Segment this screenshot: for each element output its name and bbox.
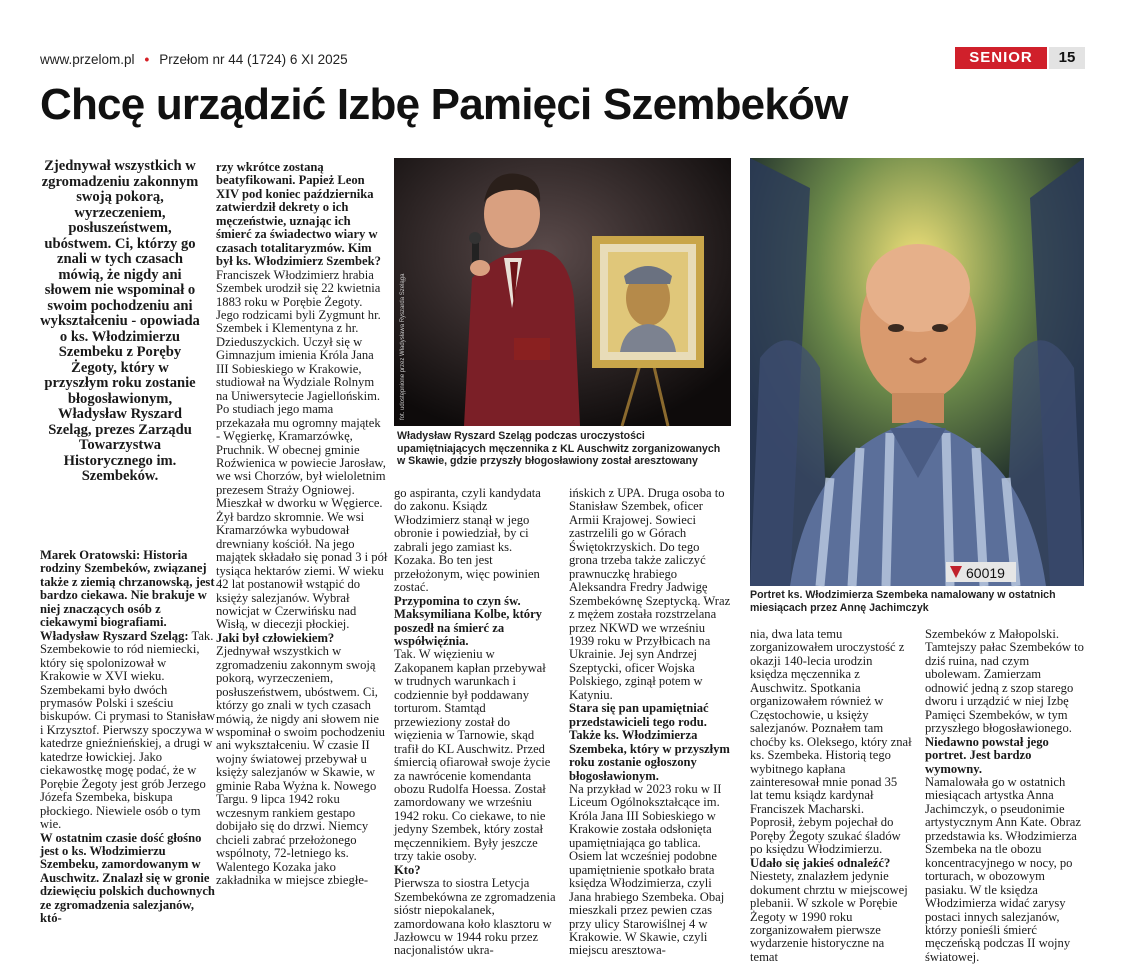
question: Jaki był człowiekiem? — [216, 630, 335, 645]
column-6 — [925, 627, 1087, 964]
answer: Pierwsza to siostra Letycja Szembekówna ze zgromadzenia sióstr niepokalanek, zamordowana koło klasztoru w Jazłowcu w 1944 roku przez nacjonalistów ukra- — [394, 876, 556, 958]
separator-dot: • — [144, 52, 150, 67]
article-title: Chcę urządzić Izbę Pamięci Szembeków — [40, 80, 848, 129]
page-number: 15 — [1049, 47, 1085, 69]
column-2 — [216, 161, 388, 941]
page-header — [40, 52, 348, 67]
column-5 — [750, 627, 912, 964]
photo-credit: fot. udostępnione przez Władysława Ryszarda Szeląga — [400, 273, 406, 420]
portrait-painting-image — [750, 158, 1084, 586]
answer: Szembeków z Małopolski. Tamtejszy pałac Szembeków to dziś ruina, nad czym ubolewam. Zamierzam odnowić jedną z szop starego dworu i urządzić w niej Izbę Pamięci Szembeków, w tym przyszłego błogosławionego. — [925, 627, 1084, 736]
answer: Namalowała go w ostatnich miesiącach artystka Anna Jachimczyk, o pseudonimie artystycznym Ann Kate. Obraz przedstawia ks. Włodzimierza Szembeka na tle obozu koncentracyjnego w nocy, po torturach, w obozowym pasiaku. W tle księdza Włodzimierza widać zarysy postaci innych salezjanów, którzy ponieśli śmierć męczeńską podczas II wojny światowej. — [925, 774, 1081, 964]
portrait-caption: Portret ks. Włodzimierza Szembeka namalowany w ostatnich miesiącach przez Annę Jachimczyk — [750, 589, 1056, 614]
answer: Franciszek Włodzimierz hrabia Szembek urodził się 22 kwietnia 1883 roku w Porębie Żegoty. Jego rodzicami byli Zygmunt hr. Szembek i Klementyna z hr. Dzieduszyckich. Uczył się w Gimnazjum imienia Króla Jana III Sobieskiego w Krakowie, studiował na Wydziale Rolnym na Uniwersytecie Jagiellońskim. Po studiach jego mama przekazała mu ogromny majątek - Węgierkę, Kramarzówkę, Pruchnik. W obecnej gminie Roźwienica w powiecie Jarosław, we wsi Chorzów, był wieloletnim prezesem Straży Ogniowej. Mieszkał w dworku w Węgierce. Żył bardzo skromnie. We wsi Kramarzówka wybudował drewniany kościół. Na jego majątek składało się ponad 3 i pół tysiąca hektarów ziemi. W wieku 42 lat postanowił wstąpić do księży salezjanów. Wybrał nowicjat w Czerwińsku nad Wisłą, w diecezji płockiej. — [216, 267, 388, 632]
answer: Tak. W więzieniu w Zakopanem kapłan przebywał w trudnych warunkach i codziennie był poddawany torturom. Stamtąd przewieziony został do więzienia w Tarnowie, skąd trafił do KL Auschwitz. Przed śmiercią ofiarował swoje życie za nawrócenie komendanta obozu Rudolfa Hoessa. Został zamordowany we wrześniu 1942 roku. Co ciekawe, to nie jedyny Szembek, który został męczennikiem. Były jeszcze trzy takie osoby. — [394, 647, 551, 864]
section-label: SENIOR — [955, 47, 1047, 69]
question: Udało się jakieś odnaleźć? — [750, 855, 891, 870]
question: Marek Oratowski: Historia rodziny Szembeków, związanej także z ziemią chrzanowską, jest bardzo ciekawa. Nie brakuje w niej znaczących osób z ciekawymi biografiami. — [40, 548, 215, 630]
answer: Tak. Szembekowie to ród niemiecki, który się spolonizował w Krakowie w XVI wieku. Szembekami było dwóch prymasów Polski i sześciu biskupów. Ci prymasi to Stanisław i Krzysztof. Pierwszy spoczywa w katedrze gnieźnieńskiej, a drugi w katedrze łowickiej. Jako ciekawostkę mogę podać, że w Porębie Żegoty jest grób Jerzego Józefa Szembeka, biskupa płockiego. Niewiele osób o tym wie. — [40, 628, 216, 832]
question: W ostatnim czasie dość głośno jest o ks. Włodzimierzu Szembeku, zamordowanym w Auschwitz. Znalazł się w gronie dziewięciu polskich duchownych ze zgromadzenia salezjanów, któ- — [40, 830, 215, 926]
article-lead: Zjednywał wszystkich w zgromadzeniu zakonnym swoją pokorą, wyrzeczeniem, posłuszeństwem, ubóstwem. Ci, którzy go znali w tych czasach mówią, że nigdy ani słowem nie wspominał o swoim pochodzeniu ani wykształceniu - opowiada o ks. Włodzimierzu Szembeku z Poręby Żegoty, który w przyszłym roku zostanie błogosławionym, Władysław Ryszard Szeląg, prezes Zarządu Towarzystwa Historycznego im. Szembeków. — [40, 158, 200, 484]
answer: ińskich z UPA. Druga osoba to Stanisław Szembek, oficer Armii Krajowej. Sowieci zastrzelili go w Górach Świętokrzyskich. Do tego grona trzeba także zaliczyć prawnuczkę hrabiego Aleksandra Fredry Jadwigę Szembekównę Szeptycką. Wraz z mężem została rozstrzelana przez NKWD we wrześniu 1939 roku w Przyłbicach na Ukrainie. Jej syn Andrzej Szeptycki, oficer Wojska Polskiego, zginął potem w Katyniu. — [569, 486, 731, 702]
question: Stara się pan upamiętniać przedstawicieli tego rodu. Także ks. Włodzimierza Szembeka, który w przyszłym roku zostanie ogłoszony błogosławionym. — [569, 701, 730, 783]
column-1 — [40, 549, 218, 941]
event-photo-image — [394, 158, 731, 426]
question: Kto? — [394, 862, 421, 877]
question: Niedawno powstał jego portret. Jest bardzo wymowny. — [925, 734, 1049, 776]
site-url: www.przelom.pl — [40, 52, 135, 67]
portrait-painting — [750, 158, 1084, 586]
answer: nia, dwa lata temu zorganizowałem uroczystość z okazji 140-lecia urodzin księdza męczennika z Auschwitz. Spotkania organizowałem również w Częstochowie, u księży salezjanów. Poznałem tam choćby ks. Oleksego, który znał ks. Szembeka. Historią tego wybitnego kapłana zainteresował mnie ponad 35 lat temu ksiądz kardynał Franciszek Macharski. Poprosił, żebym pojechał do Poręby Żegoty szukać śladów po księdzu Włodzimierzu. — [750, 627, 912, 857]
photo-caption: Władysław Ryszard Szeląg podczas uroczystości upamiętniających męczennika z KL Auschwitz zorganizowanych w Skawie, gdzie przyszły błogosławiony został aresztowany — [397, 430, 721, 468]
event-photo — [394, 158, 731, 426]
answer: go aspiranta, czyli kandydata do zakonu. Ksiądz Włodzimierz stanął w jego obronie i powiedział, by ci zabrali jego zamiast ks. Kozaka. Bo ten jest przełożonym, więc powinien zostać. — [394, 486, 541, 595]
speaker: Władysław Ryszard Szeląg: — [40, 628, 189, 643]
column-3 — [394, 486, 556, 958]
issue-info: Przełom nr 44 (1724) 6 XI 2025 — [159, 52, 348, 67]
column-4 — [569, 486, 731, 958]
question: Przypomina to czyn św. Maksymiliana Kolbe, który poszedł na śmierć za współwięźnia. — [394, 593, 542, 648]
prisoner-number: 60019 — [966, 565, 1005, 581]
answer: Niestety, znalazłem jedynie dokument chrztu w miejscowej plebanii. W szkole w Porębie Żegoty w 1990 roku zorganizowałem pierwsze wydarzenie historyczne na temat — [750, 869, 908, 964]
answer: Zjednywał wszystkich w zgromadzeniu zakonnym swoją pokorą, wyrzeczeniem, posłuszeństwem, ubóstwem. Ci, którzy go znali w tych czasach mówią, że nigdy ani słowem nie wspominał o swoim pochodzeniu ani wykształceniu. W czasie II wojny światowej przebywał u księży salezjanów w Skawie, w gminie Raba Wyżna k. Nowego Targu. 9 lipca 1942 roku wczesnym rankiem gestapo dobijało się do drzwi. Niemcy chcieli zabrać przełożonego wspólnoty, 72-letniego ks. Walentego Kozaka jako zakładnika w miejsce zbiegłe- — [216, 644, 385, 888]
answer: Na przykład w 2023 roku w II Liceum Ogólnokształcące im. Króla Jana III Sobieskiego w Krakowie została odsłonięta upamiętniająca go tablica. Osiem lat wcześniej podobne upamiętnienie spotkało brata księdza Włodzimierza, czyli Jana hrabiego Szembeka. Obaj mieszkali przez pewien czas przy ulicy Starowiślnej 4 w Krakowie. W Skawie, czyli miejscu aresztowa- — [569, 781, 725, 958]
question: rzy wkrótce zostaną beatyfikowani. Papież Leon XIV pod koniec października zatwierdził dekrety o ich męczeństwie, uznając ich śmierć za świadectwo wiary w czasach totalitaryzmów. Kim był ks. Włodzimierz Szembek? — [216, 160, 381, 269]
